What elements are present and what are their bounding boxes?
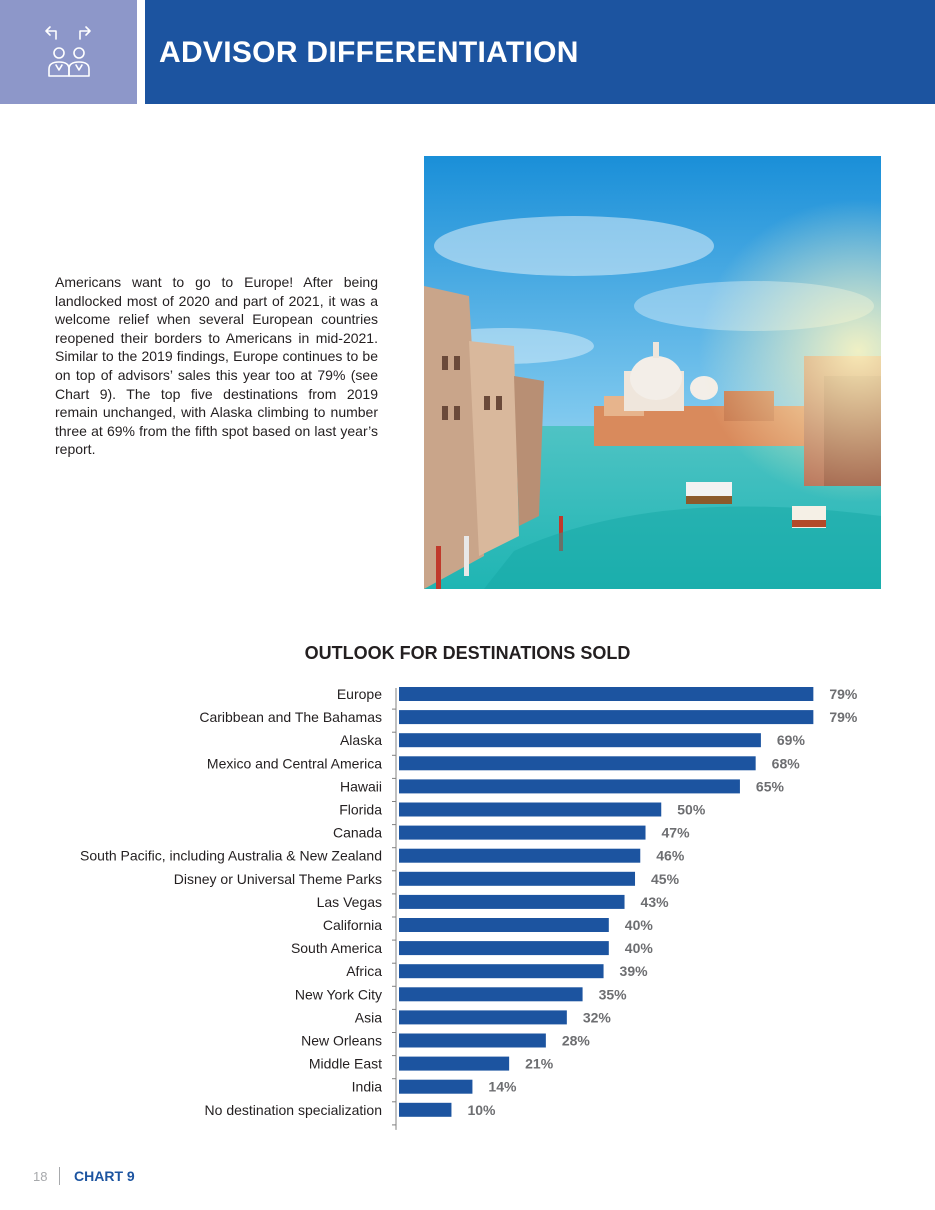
value-label: 45% (651, 870, 680, 887)
page-title: ADVISOR DIFFERENTIATION (159, 36, 579, 69)
value-label: 10% (467, 1101, 496, 1118)
destinations-bar-chart (0, 680, 935, 1135)
category-label: Hawaii (339, 778, 382, 795)
value-label: 79% (829, 709, 858, 726)
bar (399, 1080, 472, 1094)
value-label: 47% (661, 824, 690, 841)
bar (399, 826, 646, 840)
header-bar (145, 0, 935, 104)
value-label: 28% (561, 1032, 590, 1049)
category-label: Caribbean and The Bahamas (199, 709, 382, 726)
value-label: 40% (624, 917, 653, 933)
category-label: No destination specialization (204, 1101, 382, 1118)
footer-divider (59, 1167, 60, 1185)
bar (399, 987, 583, 1001)
value-label: 68% (771, 755, 800, 772)
page-number: 18 (33, 1169, 48, 1184)
bar (399, 1103, 451, 1117)
chart-number-label: CHART 9 (74, 1168, 135, 1184)
value-label: 40% (624, 940, 653, 957)
bar (399, 849, 640, 863)
category-label: India (351, 1078, 382, 1095)
value-label: 35% (598, 986, 627, 1003)
bar (399, 779, 740, 793)
value-label: 14% (488, 1078, 517, 1095)
category-label: California (322, 917, 382, 933)
value-label: 79% (829, 686, 858, 702)
bar (399, 733, 761, 747)
bar (399, 964, 604, 978)
category-label: South America (290, 940, 382, 957)
bar (399, 1057, 509, 1071)
category-label: Asia (354, 1009, 382, 1026)
chart-title: OUTLOOK FOR DESTINATIONS SOLD (304, 643, 631, 663)
bar (399, 756, 756, 770)
category-label: Canada (332, 824, 382, 841)
category-label: South Pacific, including Australia & New Zealand (80, 847, 382, 864)
value-label: 69% (776, 732, 805, 749)
category-label: Africa (346, 963, 382, 980)
value-label: 32% (582, 1009, 611, 1026)
bar (399, 1034, 546, 1048)
value-label: 39% (619, 963, 648, 980)
value-label: 21% (525, 1055, 554, 1072)
category-label: Europe (336, 686, 382, 702)
bar (399, 895, 625, 909)
intro-paragraph: Americans want to go to Europe! After being landlocked most of 2020 and part of 2021, it was a welcome relief when several European countries reopened their borders to Americans in mid-2021. Similar to the 2019 findings, Europe continues to be on top of advisors’ sales this year too at 79% (see Chart 9). The top five destinations from 2019 remain unchanged, with Alaska climbing to number three at 69% from the fifth spot based on last year’s report. (55, 274, 378, 458)
bar (399, 918, 609, 932)
category-label: New York City (294, 986, 382, 1003)
value-label: 43% (640, 893, 669, 910)
value-label: 65% (755, 778, 784, 795)
header-icon-box (0, 0, 137, 104)
bar (399, 872, 635, 886)
category-label: Las Vegas (316, 893, 382, 910)
venice-canal-photo (424, 156, 881, 589)
category-label: New Orleans (301, 1032, 382, 1049)
bar (399, 710, 813, 724)
bar (399, 803, 661, 817)
bar (399, 941, 609, 955)
people-arrows-icon (44, 25, 94, 79)
category-label: Middle East (308, 1055, 382, 1072)
category-label: Disney or Universal Theme Parks (173, 870, 382, 887)
bar (399, 1010, 567, 1024)
bar (399, 687, 813, 701)
category-label: Mexico and Central America (206, 755, 382, 772)
value-label: 50% (677, 801, 706, 818)
category-label: Florida (339, 801, 382, 818)
value-label: 46% (656, 847, 685, 864)
category-label: Alaska (339, 732, 382, 749)
